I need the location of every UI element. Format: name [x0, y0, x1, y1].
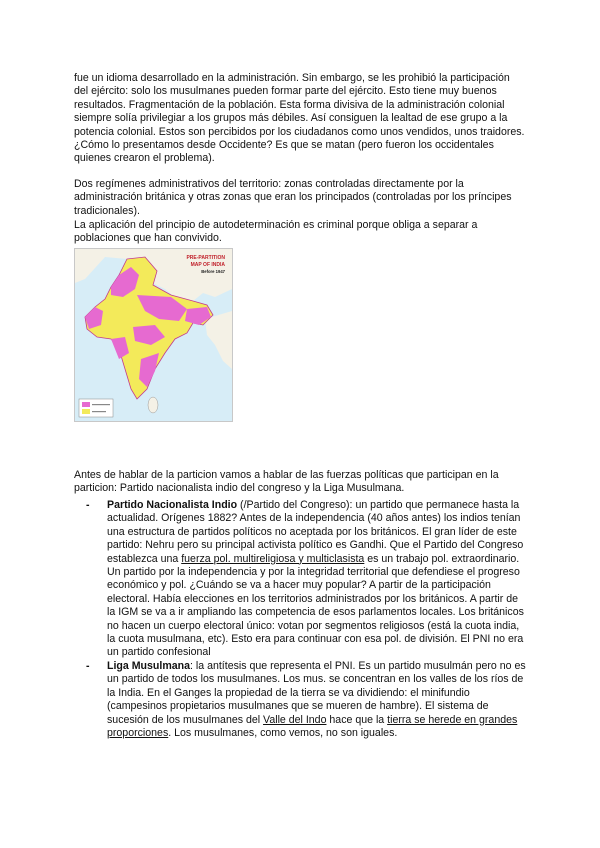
map-ceylon: [148, 397, 158, 413]
political-parties-list: [74, 499, 526, 740]
map-legend-swatch-princely: [82, 409, 90, 414]
map-title-line1: PRE-PARTITION: [186, 255, 225, 261]
paragraph-army-fragmentation: fue un idioma desarrollado en la administración. Sin embargo, se les prohibió la participación del ejército: solo los musulmanes pueden formar parte del ejército. Esto tiene muy buenos resultados. Fragmentación de la población. Esta forma divisiva de la administración colonial siempre solía privilegiar a los grupos más débiles. Así consiguen la lealtad de ese grupo a la potencia colonial. Estos son percibidos por los ciudadanos como unos vendidos, unos traidores. ¿Cómo lo presentamos desde Occidente? Es que se matan (pero fueron los occidentales quienes crearon el problema).: [74, 72, 525, 165]
congress-underlined-phrase: fuerza pol. multireligiosa y multiclasista: [181, 552, 365, 565]
map-illustration: [75, 249, 232, 421]
pre-partition-map-image: [74, 248, 233, 422]
map-title-line3: Before 1947: [201, 269, 225, 274]
congress-party-name: Partido Nacionalista Indio: [107, 499, 238, 511]
list-bullet-dash: -: [86, 659, 90, 672]
muslim-league-name: Liga Musulmana: [107, 659, 190, 672]
congress-text-1: (/Partido del Congreso): un partido que permanece hasta la actualidad. Orígenes 1882? Antes de la independencia (40 años antes) los indios tenían una estructura de partidos políticos no aceptada por los británicos. El gran líder de este partido: Nehru pero su principal activista político es Gandhi. Que el Partido del Congreso establezca una: [107, 499, 524, 565]
list-bullet-dash: -: [86, 499, 90, 511]
list-item-muslim-league: [74, 660, 526, 740]
league-text-1: : la antítesis que representa el PNI. Es un partido musulmán pero no es un partido de todos los musulmanes. Los mus. se concentran en los valles de los ríos de la India. En el Ganges la propiedad de la tierra se va dividiendo: el minifundio (campesinos propietarios musulmanes que se mueren de hambre). El sistema de sucesión de los musulmanes del: [107, 659, 526, 726]
map-title-line2: MAP OF INDIA: [190, 262, 225, 268]
league-text-3: . Los musulmanes, como vemos, no son iguales.: [168, 726, 398, 739]
map-legend-label-british: [92, 404, 110, 405]
league-underlined-land: tierra se herede en grandes proporciones: [107, 713, 518, 739]
paragraph-political-forces: Antes de hablar de la particion vamos a hablar de las fuerzas políticas que participan en la particion: Partido nacionalista indio del congreso y la Liga Musulmana.: [74, 469, 499, 495]
paragraph-administrative-regimes: Dos regímenes administrativos del territorio: zonas controladas directamente por la administración británica y otras zonas que eran los principados (controladas por los príncipes tradicionales).: [74, 178, 512, 217]
league-underlined-indus: Valle del Indo: [263, 713, 327, 726]
map-legend-swatch-british: [82, 402, 90, 407]
congress-text-2: es un trabajo pol. extraordinario. Un partido por la independencia y por la integridad territorial que defendiese el progreso económico y pol. ¿Cuándo se va a hacer muy popular? A partir de la participación electoral. Había elecciones en los territorios administrados por los británicos. A partir de la IGM se va a ir ampliando las competencia de esos parlamentos locales. Los británicos no hacen un cuerpo electoral único: votan por segmentos religiosos (está la cuota india, la cuota musulmana, etc). Esto era para continuar con esa pol. de división. El PNI no era un partido confesional: [107, 552, 524, 659]
league-text-2: hace que la: [326, 713, 388, 726]
list-item-congress-party: [74, 499, 526, 660]
map-legend-label-princely: [92, 411, 106, 412]
map-legend-box: [79, 399, 113, 417]
paragraph-self-determination: La aplicación del principio de autodeterminación es criminal porque obliga a separar a poblaciones que han convivido.: [74, 219, 478, 245]
